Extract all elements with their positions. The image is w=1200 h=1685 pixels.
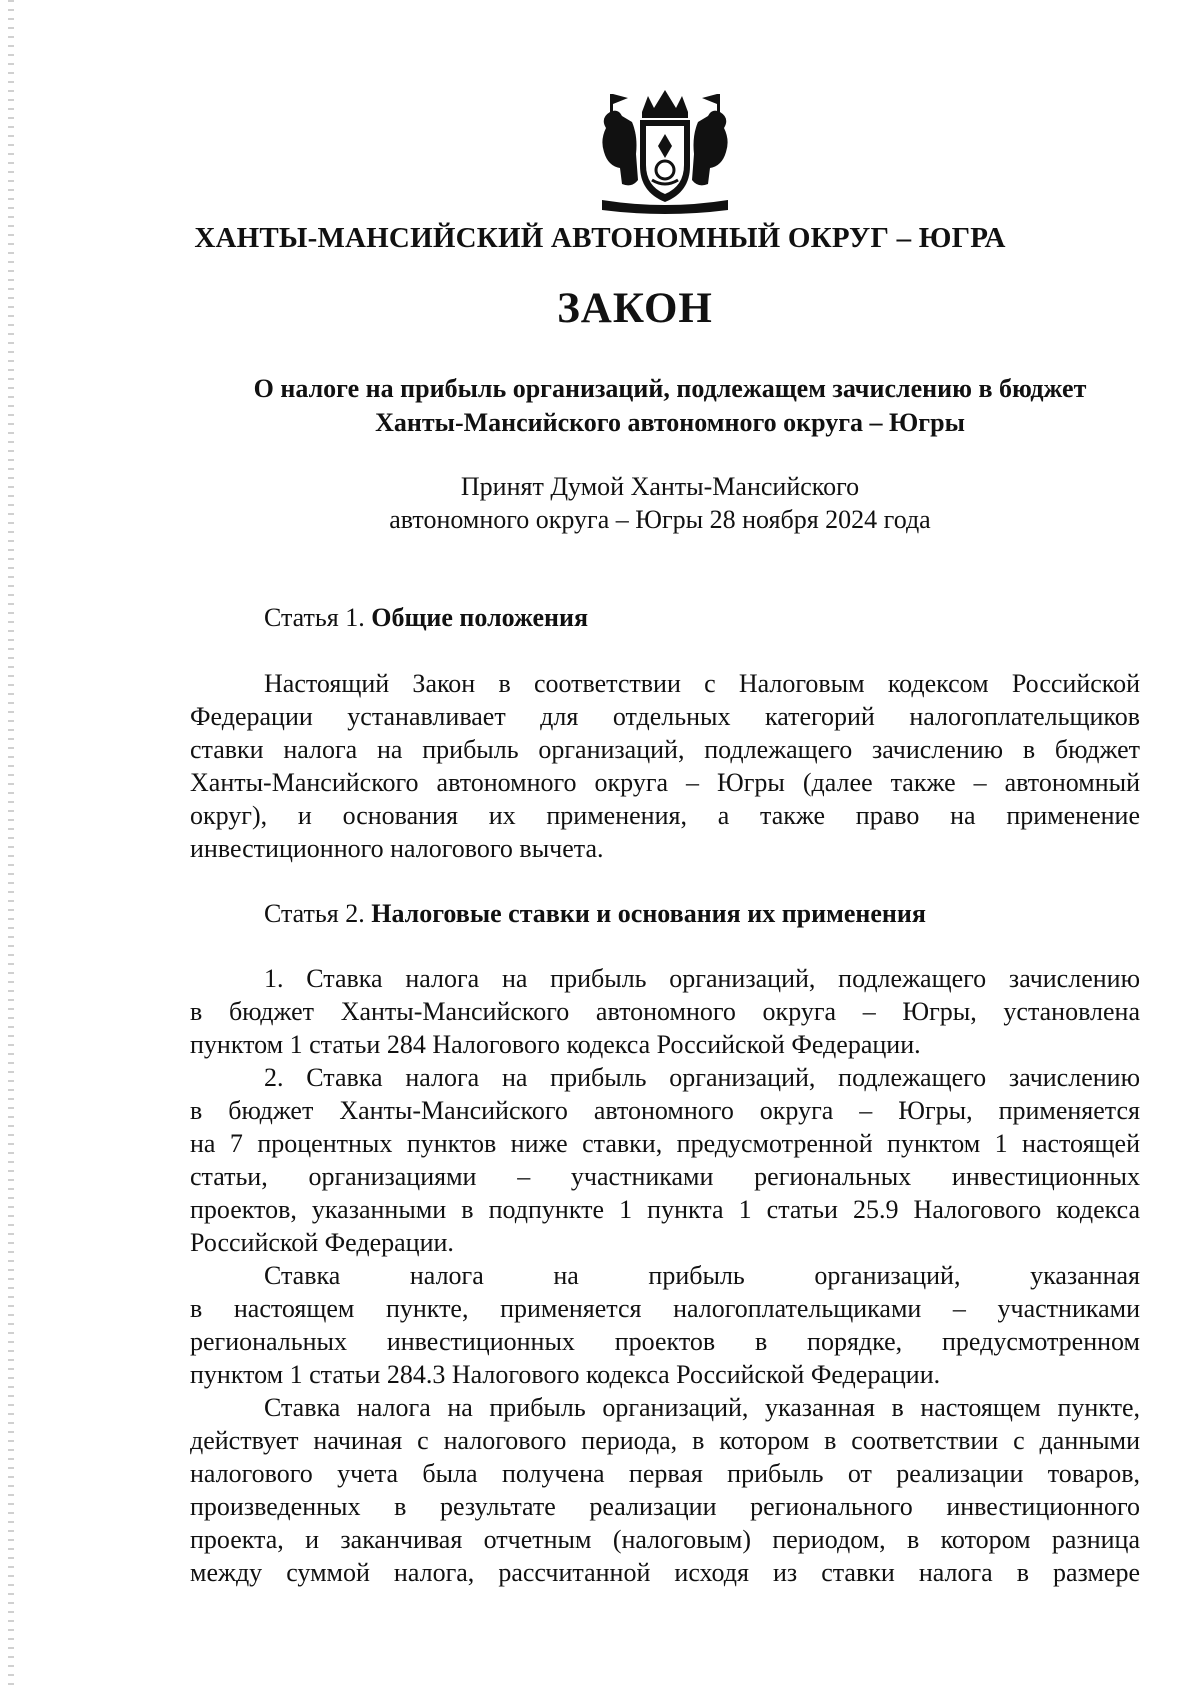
- paragraph-line: Федерации устанавливает для отдельных категорий налогоплательщиков: [190, 702, 1140, 731]
- paragraph-line: статьи, организациями – участниками региональных инвестиционных: [190, 1162, 1140, 1191]
- law-subject-line: Ханты-Мансийского автономного округа – Югры: [375, 408, 965, 437]
- coat-of-arms-icon: [592, 88, 738, 216]
- paragraph-line: между суммой налога, рассчитанной исходя из ставки налога в размере: [190, 1558, 1140, 1587]
- paragraph-line: 2. Ставка налога на прибыль организаций, подлежащего зачислению: [264, 1063, 1140, 1092]
- article-2-label: Статья 2.: [264, 899, 372, 928]
- paragraph-line: в настоящем пункте, применяется налогоплательщиками – участниками: [190, 1294, 1140, 1323]
- article-1-paragraph: [190, 667, 1140, 865]
- paragraph-line: ставки налога на прибыль организаций, подлежащего зачислению в бюджет: [190, 735, 1140, 764]
- paragraph-line: Ставка налога на прибыль организаций, указанная: [264, 1261, 1140, 1290]
- paragraph-line: округ), и основания их применения, а также право на применение: [190, 801, 1140, 830]
- paragraph-line: проекта, и заканчивая отчетным (налоговым) периодом, в котором разница: [190, 1525, 1140, 1554]
- document-type-title: ЗАКОН: [557, 285, 713, 332]
- paragraph-line: инвестиционного налогового вычета.: [190, 834, 604, 863]
- article-1-title: Общие положения: [371, 603, 589, 632]
- law-subject-line: О налоге на прибыль организаций, подлежащем зачислению в бюджет: [253, 374, 1087, 403]
- article-1-heading: [264, 601, 588, 634]
- paragraph-line: 1. Ставка налога на прибыль организаций, подлежащего зачислению: [264, 964, 1140, 993]
- paragraph-line: Ханты-Мансийского автономного округа – Югры (далее также – автономный: [190, 768, 1140, 797]
- paragraph-line: Российской Федерации.: [190, 1228, 454, 1257]
- article-2-body: [190, 962, 1140, 1589]
- adoption-note-line: Принят Думой Ханты-Мансийского: [460, 472, 860, 501]
- paragraph-line: пунктом 1 статьи 284.3 Налогового кодекса Российской Федерации.: [190, 1360, 941, 1389]
- paragraph-line: на 7 процентных пунктов ниже ставки, предусмотренной пунктом 1 настоящей: [190, 1129, 1140, 1158]
- paragraph-line: налогового учета была получена первая прибыль от реализации товаров,: [190, 1459, 1140, 1488]
- adoption-note-line: автономного округа – Югры 28 ноября 2024 года: [389, 505, 931, 534]
- paragraph-line: действует начиная с налогового периода, в котором в соответствии с данными: [190, 1426, 1140, 1455]
- paragraph-line: пунктом 1 статьи 284 Налогового кодекса Российской Федерации.: [190, 1030, 921, 1059]
- paragraph-line: проектов, указанными в подпункте 1 пункта 1 статьи 25.9 Налогового кодекса: [190, 1195, 1140, 1224]
- article-2-title: Налоговые ставки и основания их применения: [371, 899, 926, 928]
- article-2-heading: [264, 897, 926, 930]
- paragraph-line: региональных инвестиционных проектов в порядке, предусмотренном: [190, 1327, 1140, 1356]
- article-1-label: Статья 1.: [264, 603, 372, 632]
- paragraph-line: в бюджет Ханты-Мансийского автономного округа – Югры, применяется: [190, 1096, 1140, 1125]
- region-title: ХАНТЫ-МАНСИЙСКИЙ АВТОНОМНЫЙ ОКРУГ – ЮГРА: [194, 222, 1006, 254]
- adoption-note: [300, 470, 1020, 536]
- paragraph-line: в бюджет Ханты-Мансийского автономного округа – Югры, установлена: [190, 997, 1140, 1026]
- law-subject: [190, 372, 1150, 440]
- paragraph-line: Настоящий Закон в соответствии с Налоговым кодексом Российской: [264, 669, 1140, 698]
- paragraph-line: произведенных в результате реализации регионального инвестиционного: [190, 1492, 1140, 1521]
- paragraph-line: Ставка налога на прибыль организаций, указанная в настоящем пункте,: [264, 1393, 1140, 1422]
